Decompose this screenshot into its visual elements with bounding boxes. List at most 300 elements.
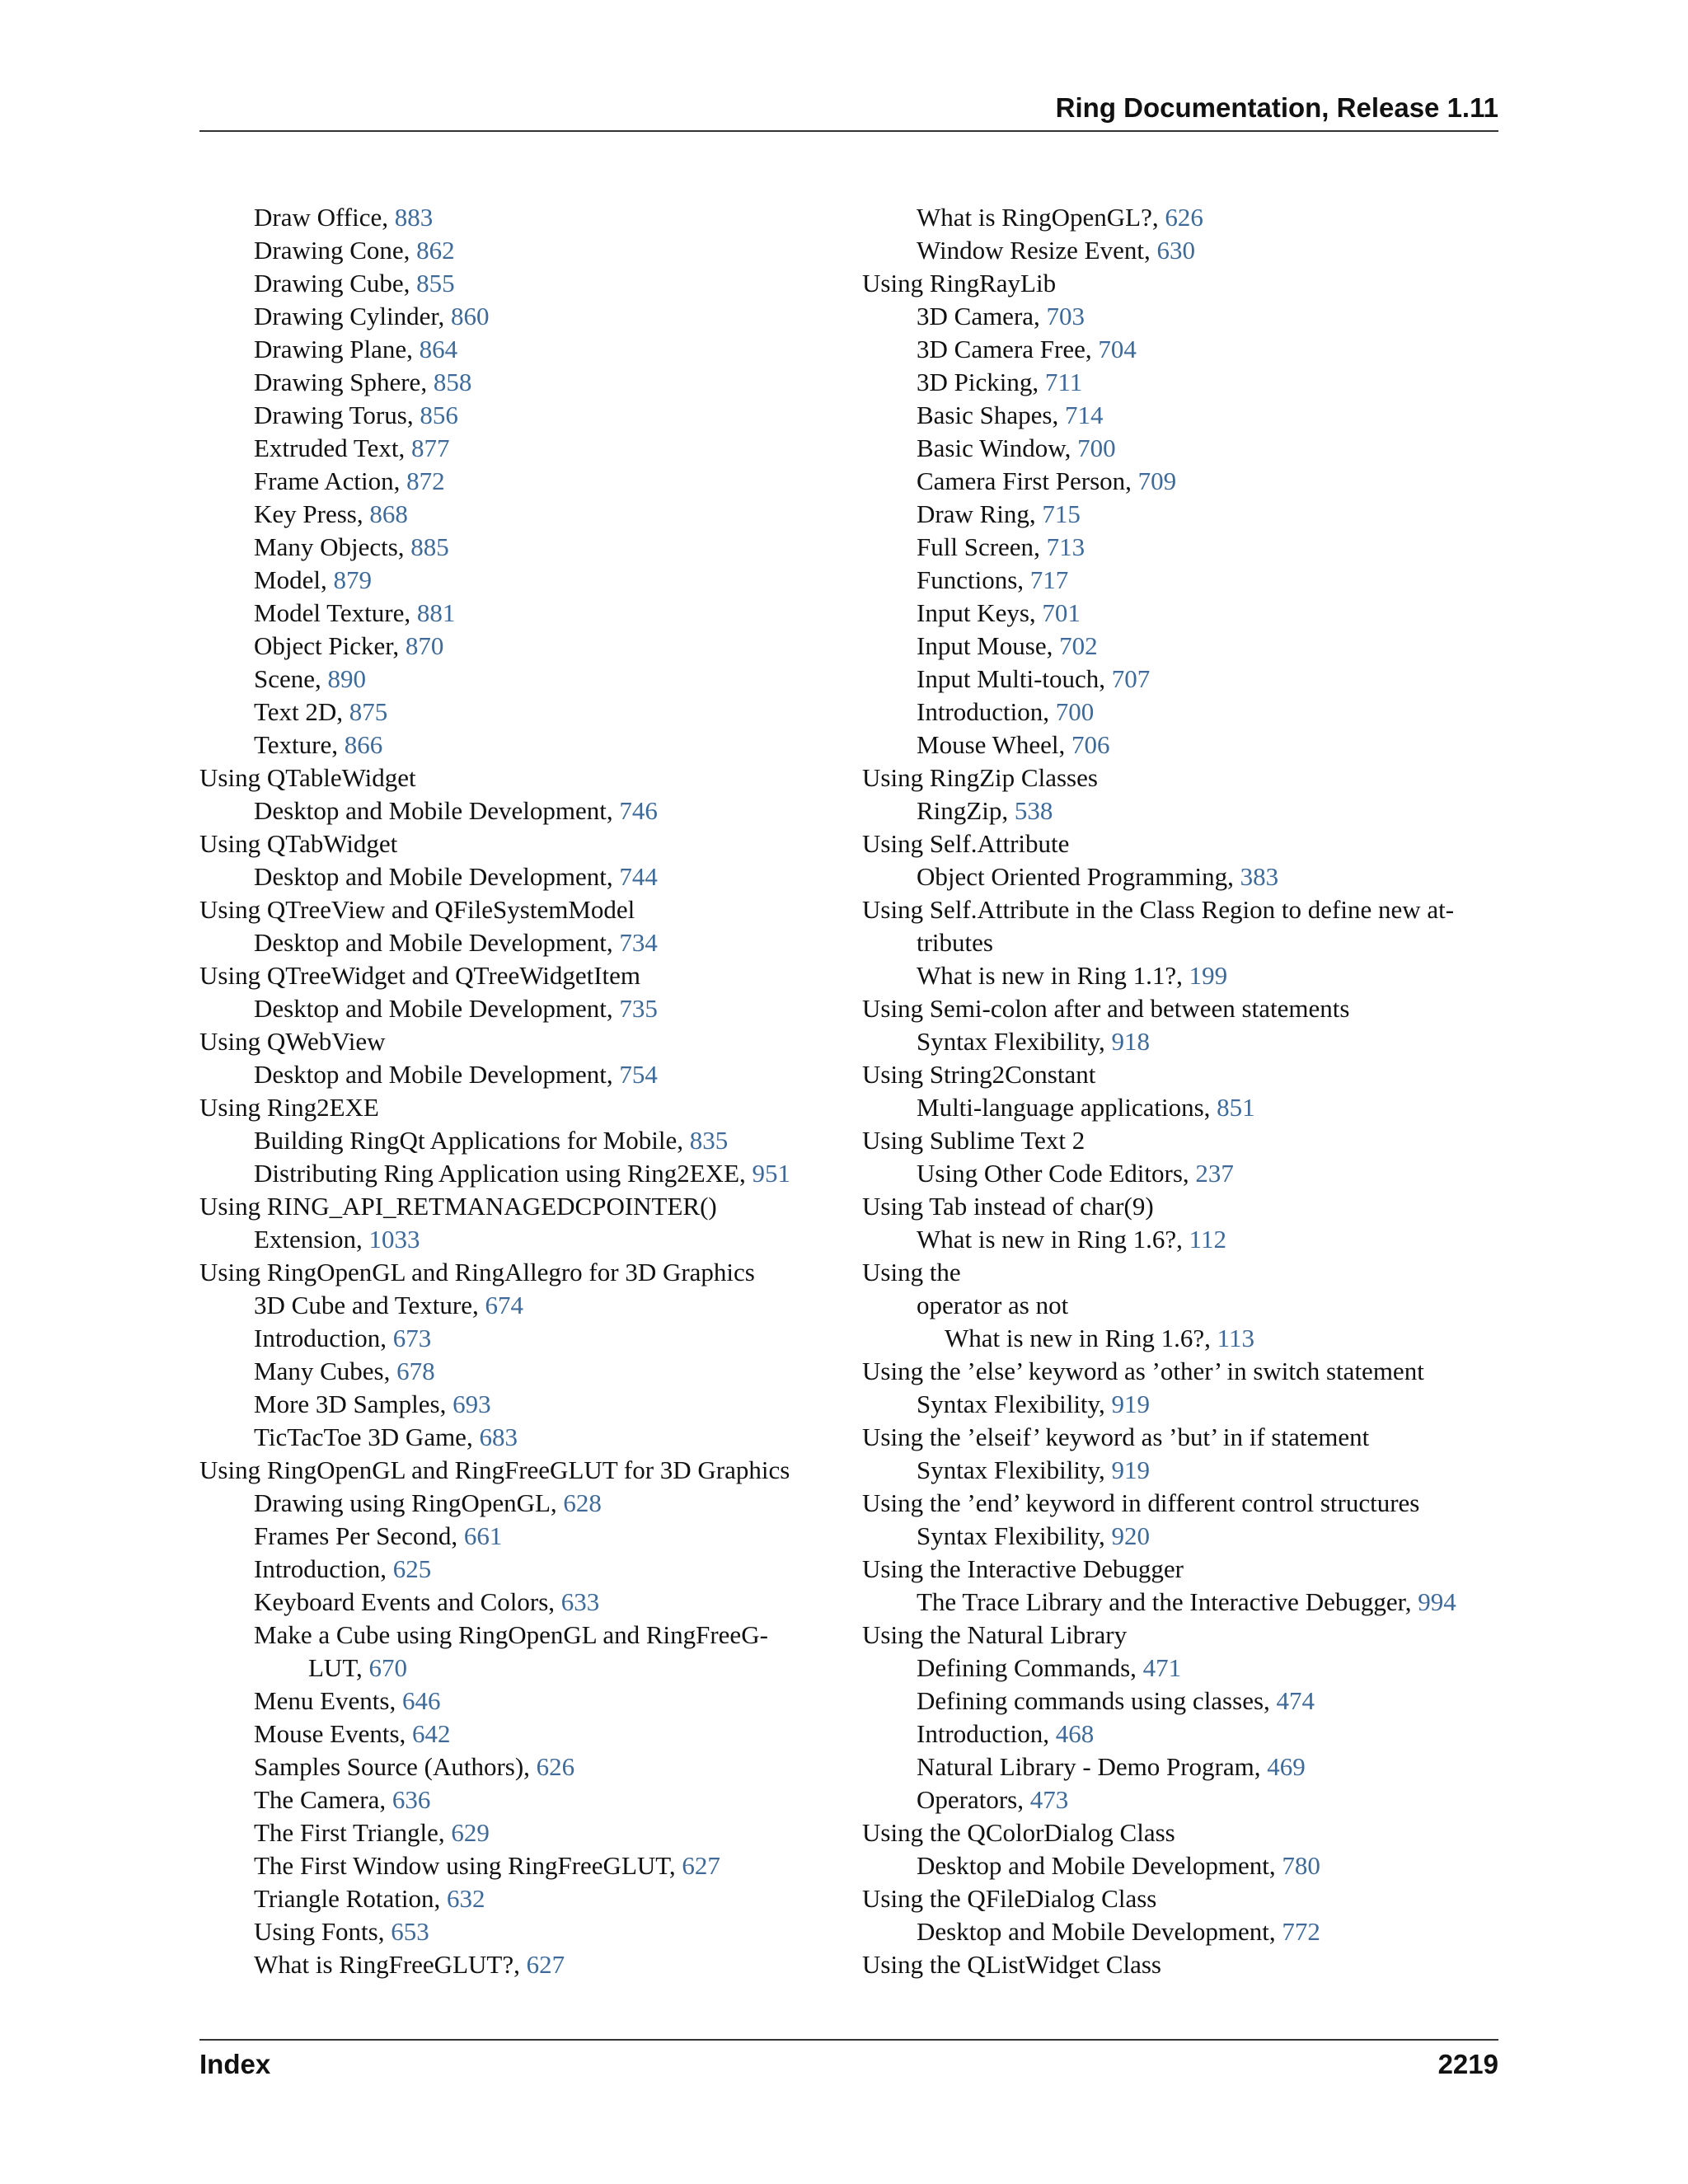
index-entry-text: Scene xyxy=(254,664,316,693)
index-entry-text: Key Press xyxy=(254,499,357,528)
index-entry-text: Extension xyxy=(254,1225,356,1254)
index-subentry xyxy=(199,1750,842,1783)
index-entry-text: Defining Commands xyxy=(917,1653,1131,1682)
index-entry-text: Using Other Code Editors xyxy=(917,1159,1183,1188)
page-link[interactable]: 646 xyxy=(401,1686,441,1715)
index-subentry xyxy=(199,696,842,729)
index-subentry xyxy=(862,1685,1505,1718)
index-separator: , xyxy=(1264,1686,1277,1715)
page-header-title: Ring Documentation, Release 1.11 xyxy=(1055,92,1498,123)
index-entry-text: Using the QFileDialog Class xyxy=(862,1884,1157,1913)
index-separator: , xyxy=(356,1225,369,1254)
index-term xyxy=(199,1091,842,1124)
index-separator: , xyxy=(466,1422,480,1451)
index-subentry xyxy=(199,366,842,399)
index-entry-continuation: LUT xyxy=(308,1653,356,1682)
index-term xyxy=(199,959,842,992)
index-separator: , xyxy=(1151,203,1165,232)
index-separator: , xyxy=(355,1653,369,1682)
index-term xyxy=(862,1190,1505,1223)
index-entry-text: operator as not xyxy=(917,1291,1069,1319)
page-link[interactable]: 734 xyxy=(619,928,658,957)
index-entry-text: Using QTabWidget xyxy=(199,829,398,858)
index-entry-text: Desktop and Mobile Development xyxy=(254,796,607,825)
index-entry-text: Using Ring2EXE xyxy=(199,1093,379,1122)
page-link[interactable]: 706 xyxy=(1071,730,1110,759)
index-entry-text: Using RingZip Classes xyxy=(862,763,1098,792)
index-subentry xyxy=(862,1289,1505,1322)
page-link[interactable]: 670 xyxy=(368,1653,407,1682)
index-separator: , xyxy=(1064,434,1078,462)
page-link[interactable]: 237 xyxy=(1195,1159,1234,1188)
index-subentry xyxy=(199,663,842,696)
page-link[interactable]: 703 xyxy=(1046,302,1085,330)
page-link[interactable]: 709 xyxy=(1137,466,1177,495)
index-entry-text: Using Fonts xyxy=(254,1917,378,1946)
index-separator: , xyxy=(392,631,406,660)
index-subentry xyxy=(199,1520,842,1553)
index-subentry xyxy=(199,1816,842,1849)
index-subentry xyxy=(199,1058,842,1091)
index-term xyxy=(862,762,1505,794)
page-link[interactable]: 754 xyxy=(619,1060,658,1089)
index-separator: , xyxy=(523,1752,537,1781)
index-separator: , xyxy=(1268,1851,1282,1880)
index-entry-text: Text 2D xyxy=(254,697,337,726)
page-link[interactable]: 469 xyxy=(1267,1752,1306,1781)
index-separator: , xyxy=(1043,1719,1056,1748)
page-link[interactable]: 700 xyxy=(1077,434,1116,462)
index-subentry xyxy=(199,1849,842,1882)
index-entry-text: Many Cubes xyxy=(254,1357,384,1385)
page-link[interactable]: 864 xyxy=(419,335,458,363)
page-link[interactable]: 851 xyxy=(1217,1093,1255,1122)
index-separator: , xyxy=(677,1126,690,1155)
index-entry-text: Using the ’end’ keyword in different control structures xyxy=(862,1488,1420,1517)
index-subentry xyxy=(199,1223,842,1256)
index-entry-text: Using the ’else’ keyword as ’other’ in switch statement xyxy=(862,1357,1424,1385)
index-entry-text: Samples Source (Authors) xyxy=(254,1752,524,1781)
index-subentry xyxy=(862,1783,1505,1816)
page-link[interactable]: 715 xyxy=(1042,499,1081,528)
index-separator: , xyxy=(606,1060,620,1089)
index-subentry xyxy=(199,1783,842,1816)
page-link[interactable]: 918 xyxy=(1111,1027,1151,1056)
index-entry-text: What is new in Ring 1.6? xyxy=(945,1324,1205,1352)
index-separator: , xyxy=(1058,730,1071,759)
page-link[interactable]: 538 xyxy=(1014,796,1053,825)
index-entry-text: Using QTreeWidget and QTreeWidgetItem xyxy=(199,961,641,990)
index-subentry xyxy=(199,1553,842,1586)
index-entry-text: Keyboard Events and Colors xyxy=(254,1587,549,1616)
index-subentry xyxy=(199,926,842,959)
page-link[interactable]: 673 xyxy=(392,1324,432,1352)
index-entry-text: TicTacToe 3D Game xyxy=(254,1422,467,1451)
page-link[interactable]: 632 xyxy=(446,1884,485,1913)
index-subentry xyxy=(862,630,1505,663)
page-link[interactable]: 626 xyxy=(1165,203,1203,232)
page-link[interactable]: 474 xyxy=(1276,1686,1315,1715)
page-link[interactable]: 642 xyxy=(412,1719,451,1748)
page-link[interactable]: 702 xyxy=(1059,631,1098,660)
index-entry-text: Mouse Wheel xyxy=(917,730,1059,759)
page-link[interactable]: 919 xyxy=(1111,1455,1151,1484)
page-link[interactable]: 890 xyxy=(327,664,367,693)
index-entry-text: Input Keys xyxy=(917,598,1029,627)
index-subentry xyxy=(199,1355,842,1388)
index-subentry xyxy=(862,432,1505,465)
index-entry-text: Model Texture xyxy=(254,598,405,627)
index-separator: , xyxy=(606,928,620,957)
index-entry-text: Distributing Ring Application using Ring2EXE xyxy=(254,1159,739,1188)
index-entry-text: Basic Shapes xyxy=(917,401,1053,429)
index-separator: , xyxy=(1203,1093,1217,1122)
page-link[interactable]: 994 xyxy=(1418,1587,1456,1616)
index-term xyxy=(862,827,1505,860)
page-link[interactable]: 629 xyxy=(451,1818,490,1847)
index-separator: , xyxy=(1034,532,1047,561)
index-entry-text: Using Self.Attribute in the Class Region to define new at- xyxy=(862,895,1455,924)
index-subentry xyxy=(862,597,1505,630)
index-entry-text: Using the Natural Library xyxy=(862,1620,1128,1649)
index-subentry xyxy=(862,1091,1505,1124)
index-entry-text: Using QTreeView and QFileSystemModel xyxy=(199,895,635,924)
index-subentry xyxy=(862,1454,1505,1487)
index-subentry xyxy=(862,333,1505,366)
index-subentry xyxy=(862,860,1505,893)
page-link[interactable]: 713 xyxy=(1046,532,1085,561)
index-subentry xyxy=(199,531,842,564)
page-link[interactable]: 628 xyxy=(563,1488,602,1517)
page-link[interactable]: 693 xyxy=(452,1390,491,1418)
index-entry-text: Using QTableWidget xyxy=(199,763,416,792)
index-subentry xyxy=(199,1487,842,1520)
index-subentry xyxy=(199,1948,842,1981)
index-entry-text: Basic Window xyxy=(917,434,1065,462)
page-link[interactable]: 700 xyxy=(1055,697,1095,726)
index-subentry xyxy=(199,1388,842,1421)
index-entry-text: Desktop and Mobile Development xyxy=(254,862,607,891)
page-link[interactable]: 858 xyxy=(433,368,472,396)
page-link[interactable]: 862 xyxy=(416,236,455,265)
index-term xyxy=(199,1190,842,1223)
page-link[interactable]: 951 xyxy=(752,1159,790,1188)
page-link[interactable]: 919 xyxy=(1111,1390,1151,1418)
index-subentry xyxy=(199,729,842,762)
page-link[interactable]: 883 xyxy=(394,203,434,232)
page-link[interactable]: 717 xyxy=(1029,565,1069,594)
index-entry-text: 3D Cube and Texture xyxy=(254,1291,472,1319)
index-separator: , xyxy=(420,368,434,396)
index-subentry xyxy=(199,1685,842,1718)
index-entry-text: Desktop and Mobile Development xyxy=(254,1060,607,1089)
index-subentry xyxy=(862,564,1505,597)
index-column-right xyxy=(862,201,1505,1981)
page-link[interactable]: 885 xyxy=(410,532,449,561)
page-link[interactable]: 674 xyxy=(485,1291,523,1319)
page-link[interactable]: 471 xyxy=(1142,1653,1182,1682)
page-link[interactable]: 746 xyxy=(619,796,658,825)
index-entry-text: Using the ’elseif’ keyword as ’but’ in if statement xyxy=(862,1422,1370,1451)
index-entry-text: Desktop and Mobile Development xyxy=(254,994,607,1023)
index-separator: , xyxy=(1182,1159,1196,1188)
index-separator: , xyxy=(406,335,420,363)
page-link[interactable]: 835 xyxy=(689,1126,729,1155)
index-term xyxy=(862,1256,1505,1289)
index-entry-text: 3D Camera Free xyxy=(917,335,1085,363)
index-entry-text: What is new in Ring 1.6? xyxy=(917,1225,1177,1254)
index-entry-text: Drawing Cone xyxy=(254,236,404,265)
page-link[interactable]: 860 xyxy=(450,302,490,330)
index-separator: , xyxy=(513,1950,527,1979)
page-link[interactable]: 879 xyxy=(333,565,372,594)
page-link[interactable]: 744 xyxy=(619,862,658,891)
index-separator: , xyxy=(1046,631,1060,660)
page-link[interactable]: 633 xyxy=(560,1587,600,1616)
index-subentry xyxy=(862,366,1505,399)
index-separator: , xyxy=(1254,1752,1268,1781)
page-link[interactable]: 881 xyxy=(416,598,456,627)
page-link[interactable]: 701 xyxy=(1042,598,1081,627)
index-entry-text: Using RingOpenGL and RingAllegro for 3D Graphics xyxy=(199,1258,755,1286)
index-subentry xyxy=(199,333,842,366)
index-subentry xyxy=(862,1223,1505,1256)
index-separator: , xyxy=(320,565,334,594)
index-entry-text: The First Triangle xyxy=(254,1818,438,1847)
index-subentry xyxy=(199,201,842,234)
index-entry-text: Desktop and Mobile Development xyxy=(917,1917,1269,1946)
page-link[interactable]: 920 xyxy=(1111,1521,1151,1550)
index-entry-text: 3D Picking xyxy=(917,368,1033,396)
page-link[interactable]: 625 xyxy=(392,1554,432,1583)
page-link[interactable]: 711 xyxy=(1044,368,1083,396)
index-separator: , xyxy=(389,1686,402,1715)
page-link[interactable]: 473 xyxy=(1029,1785,1069,1814)
page-link[interactable]: 626 xyxy=(536,1752,575,1781)
index-entry-text: Window Resize Event xyxy=(917,236,1144,265)
index-subentry xyxy=(199,498,842,531)
index-subentry xyxy=(862,1750,1505,1783)
index-separator: , xyxy=(1029,598,1043,627)
index-entry-text: Many Objects xyxy=(254,532,398,561)
index-subentry xyxy=(862,399,1505,432)
index-separator: , xyxy=(393,466,407,495)
index-entry-text: Triangle Rotation xyxy=(254,1884,434,1913)
index-separator: , xyxy=(380,1324,393,1352)
page-link[interactable]: 875 xyxy=(349,697,388,726)
index-subentry xyxy=(199,1586,842,1619)
index-term xyxy=(199,1025,842,1058)
index-subentry xyxy=(199,1157,842,1190)
index-separator: , xyxy=(379,1785,392,1814)
index-entry-text: Syntax Flexibility xyxy=(917,1455,1100,1484)
index-term xyxy=(862,1058,1505,1091)
index-subentry xyxy=(199,1882,842,1915)
index-term xyxy=(862,1619,1505,1652)
index-separator: , xyxy=(1032,368,1045,396)
index-separator: , xyxy=(1043,697,1056,726)
index-term xyxy=(862,1948,1505,1981)
page-link[interactable]: 636 xyxy=(392,1785,431,1814)
page-link[interactable]: 855 xyxy=(416,269,455,298)
index-subentry xyxy=(199,267,842,300)
index-separator: , xyxy=(434,1884,447,1913)
index-term xyxy=(862,1882,1505,1915)
index-entry-text: Input Mouse xyxy=(917,631,1047,660)
footer-section-label: Index xyxy=(199,2049,271,2079)
index-entry-text: Using the QListWidget Class xyxy=(862,1950,1161,1979)
index-subentry xyxy=(862,959,1505,992)
page-link[interactable]: 468 xyxy=(1055,1719,1095,1748)
index-entry-text: Syntax Flexibility xyxy=(917,1390,1100,1418)
index-term xyxy=(862,1487,1505,1520)
index-separator: , xyxy=(668,1851,682,1880)
index-separator: , xyxy=(1099,1455,1112,1484)
page-link[interactable]: 870 xyxy=(405,631,444,660)
index-separator: , xyxy=(404,598,417,627)
index-subentry xyxy=(199,1322,842,1355)
page-link[interactable]: 866 xyxy=(344,730,383,759)
index-entry-continuation: tributes xyxy=(917,928,993,957)
index-entry-text: Draw Office xyxy=(254,203,382,232)
index-entry-text: RingZip xyxy=(917,796,1002,825)
page-link[interactable]: 772 xyxy=(1282,1917,1320,1946)
page-link[interactable]: 627 xyxy=(526,1950,565,1979)
index-subentry xyxy=(862,1915,1505,1948)
page-link[interactable]: 630 xyxy=(1156,236,1195,265)
index-separator: , xyxy=(548,1587,561,1616)
index-term xyxy=(862,1553,1505,1586)
index-term xyxy=(199,1454,842,1487)
index-separator: , xyxy=(331,730,345,759)
index-entry-text: Syntax Flexibility xyxy=(917,1027,1100,1056)
index-subentry xyxy=(199,300,842,333)
index-subentry xyxy=(862,1718,1505,1750)
index-subentry xyxy=(862,300,1505,333)
index-entry-text: 3D Camera xyxy=(917,302,1034,330)
page-link[interactable]: 877 xyxy=(410,434,450,462)
index-entry-text: Using RING_API_RETMANAGEDCPOINTER() xyxy=(199,1192,717,1221)
index-separator: , xyxy=(1099,1027,1112,1056)
index-separator: , xyxy=(406,401,420,429)
index-entry-text: Using the xyxy=(862,1258,961,1286)
index-entry-text: The First Window using RingFreeGLUT xyxy=(254,1851,669,1880)
index-separator: , xyxy=(1227,862,1240,891)
index-subentry xyxy=(862,1025,1505,1058)
index-term xyxy=(862,267,1505,300)
index-subentry xyxy=(862,201,1505,234)
index-separator: , xyxy=(472,1291,485,1319)
index-separator: , xyxy=(380,1554,393,1583)
index-separator: , xyxy=(1099,1390,1112,1418)
index-column-left xyxy=(199,201,842,1981)
index-term xyxy=(199,1256,842,1289)
page-link[interactable]: 113 xyxy=(1217,1324,1254,1352)
index-subentry xyxy=(862,1520,1505,1553)
index-entry-text: Using QWebView xyxy=(199,1027,386,1056)
page-link[interactable]: 856 xyxy=(420,401,458,429)
index-subentry xyxy=(199,794,842,827)
index-entry-text: Drawing Cube xyxy=(254,269,404,298)
index-separator: , xyxy=(1204,1324,1217,1352)
index-separator: , xyxy=(1085,335,1099,363)
index-separator: , xyxy=(403,269,417,298)
index-entry-text: Introduction xyxy=(917,697,1043,726)
page-link[interactable]: 714 xyxy=(1064,401,1104,429)
index-entry-text: Operators xyxy=(917,1785,1018,1814)
page-link[interactable]: 112 xyxy=(1189,1225,1226,1254)
index-term xyxy=(862,893,1505,959)
page-link[interactable]: 661 xyxy=(463,1521,503,1550)
index-term xyxy=(862,1124,1505,1157)
index-entry-text: Menu Events xyxy=(254,1686,390,1715)
page-link[interactable]: 735 xyxy=(619,994,658,1023)
index-entry-text: More 3D Samples xyxy=(254,1390,440,1418)
index-separator: , xyxy=(1130,1653,1143,1682)
index-entry-text: Syntax Flexibility xyxy=(917,1521,1100,1550)
index-term xyxy=(199,827,842,860)
index-subentry xyxy=(862,1652,1505,1685)
index-entry-text: Using RingRayLib xyxy=(862,269,1057,298)
index-separator: , xyxy=(451,1521,464,1550)
index-entry-text: Mouse Events xyxy=(254,1719,400,1748)
index-subentry xyxy=(199,1915,842,1948)
index-subentry xyxy=(862,1586,1505,1619)
index-subentry xyxy=(199,1421,842,1454)
index-subentry xyxy=(862,696,1505,729)
index-separator: , xyxy=(1176,961,1189,990)
index-entry-text: Drawing Plane xyxy=(254,335,407,363)
page-link[interactable]: 707 xyxy=(1111,664,1151,693)
page-link[interactable]: 653 xyxy=(391,1917,429,1946)
footer-page-number: 2219 xyxy=(1437,2049,1498,2079)
index-separator: , xyxy=(739,1159,753,1188)
index-separator: , xyxy=(1176,1225,1189,1254)
page-link[interactable]: 868 xyxy=(369,499,408,528)
page-link[interactable]: 704 xyxy=(1098,335,1137,363)
index-separator: , xyxy=(403,236,417,265)
page-link[interactable]: 1033 xyxy=(368,1225,420,1254)
index-entry-text: Camera First Person xyxy=(917,466,1126,495)
index-subentry xyxy=(199,860,842,893)
index-entry-text: Using the Interactive Debugger xyxy=(862,1554,1184,1583)
index-subentry xyxy=(862,1322,1505,1355)
index-entry-text: Model xyxy=(254,565,321,594)
page-link[interactable]: 383 xyxy=(1240,862,1279,891)
index-entry-text: Introduction xyxy=(254,1324,381,1352)
index-entry-text: What is RingFreeGLUT? xyxy=(254,1950,514,1979)
index-term xyxy=(199,762,842,794)
index-entry-text: What is RingOpenGL? xyxy=(917,203,1152,232)
index-separator: , xyxy=(1029,499,1043,528)
index-term xyxy=(862,1816,1505,1849)
page-link[interactable]: 199 xyxy=(1189,961,1228,990)
index-entry-text: The Trace Library and the Interactive Debugger xyxy=(917,1587,1405,1616)
page-link[interactable]: 683 xyxy=(479,1422,518,1451)
index-subentry xyxy=(199,630,842,663)
index-term xyxy=(862,1421,1505,1454)
index-entry-text: Using the QColorDialog Class xyxy=(862,1818,1175,1847)
index-separator: , xyxy=(1001,796,1015,825)
page-link[interactable]: 872 xyxy=(406,466,445,495)
page-link[interactable]: 627 xyxy=(682,1851,720,1880)
index-subentry xyxy=(199,1619,842,1685)
page-link[interactable]: 678 xyxy=(396,1357,435,1385)
index-entry-text: The Camera xyxy=(254,1785,380,1814)
index-separator: , xyxy=(356,499,370,528)
page-link[interactable]: 780 xyxy=(1282,1851,1320,1880)
index-subentry xyxy=(199,564,842,597)
